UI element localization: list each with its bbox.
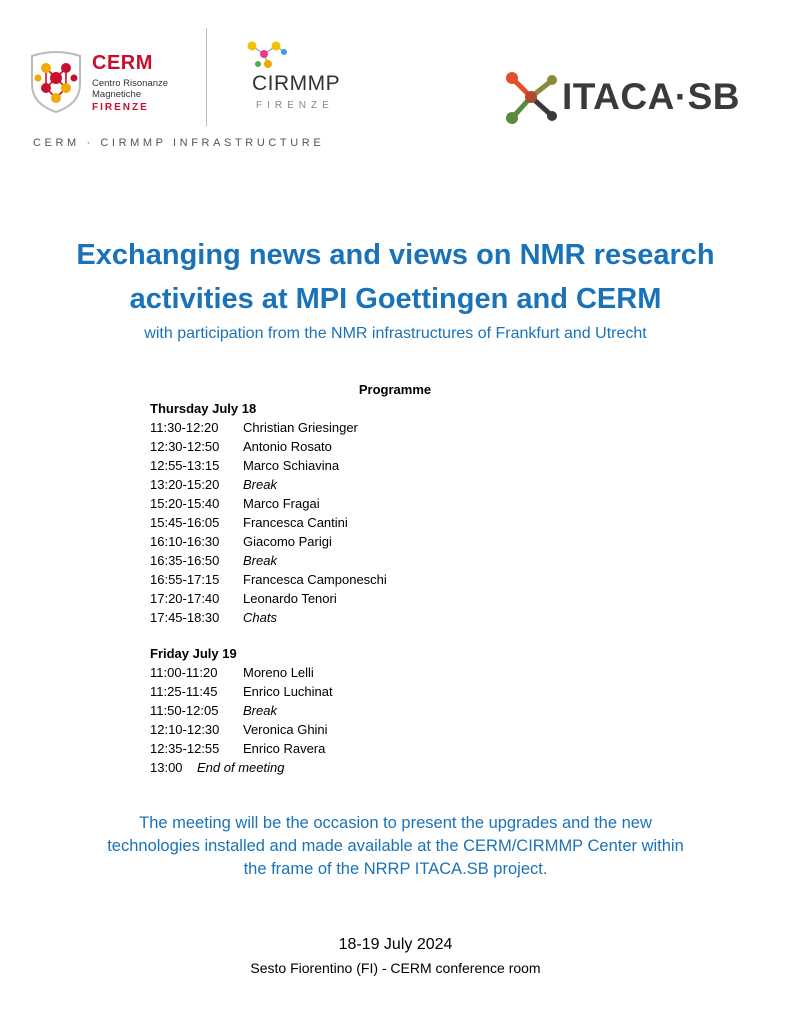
schedule-time: 17:45-18:30 (150, 610, 220, 625)
schedule-time: 11:00-11:20 (150, 665, 218, 680)
subtitle: with participation from the NMR infrastructures of Frankfurt and Utrecht (144, 325, 647, 342)
schedule-speaker: Enrico Ravera (243, 741, 326, 756)
cerm-shield-icon (28, 50, 84, 114)
itaca-sb-wordmark: ITACA·SB (562, 76, 741, 117)
schedule-time: 15:45-16:05 (150, 515, 220, 530)
cirmmp-logo (238, 38, 368, 118)
closing-statement (0, 812, 791, 881)
schedule-speaker: Veronica Ghini (243, 722, 328, 737)
schedule-speaker: Christian Griesinger (243, 420, 358, 435)
schedule-chats: Chats (243, 610, 277, 625)
schedule-time: 16:35-16:50 (150, 553, 220, 568)
schedule-speaker: Antonio Rosato (243, 439, 332, 454)
cerm-city: FIRENZE (92, 102, 149, 113)
schedule-time: 11:50-12:05 (150, 703, 219, 718)
closing-line3: the frame of the NRRP ITACA.SB project. (243, 860, 548, 878)
schedule-time: 16:10-16:30 (150, 534, 220, 549)
schedule-time: 12:30-12:50 (150, 439, 220, 454)
event-dates: 18-19 July 2024 (338, 936, 453, 953)
header-divider (206, 28, 207, 126)
schedule-break: Break (243, 477, 277, 492)
schedule-time: 17:20-17:40 (150, 591, 220, 606)
schedule-break: Break (243, 553, 277, 568)
cerm-subtitle-line1: Centro Risonanze (92, 78, 169, 89)
schedule-time: 13:20-15:20 (150, 477, 220, 492)
cirmmp-city: FIRENZE (256, 100, 334, 111)
title-line2: activities at MPI Goettingen and CERM (129, 283, 662, 315)
schedule-time: 15:20-15:40 (150, 496, 220, 511)
closing-line1: The meeting will be the occasion to present the upgrades and the new (139, 814, 652, 832)
schedule-time: 11:30-12:20 (150, 420, 219, 435)
schedule-speaker: Leonardo Tenori (243, 591, 337, 606)
title-line1: Exchanging news and views on NMR research (76, 239, 715, 271)
schedule-speaker: Francesca Cantini (243, 515, 348, 530)
itaca-molecule-icon (504, 70, 558, 126)
cerm-logo (28, 48, 200, 116)
day-label-thursday: Thursday July 18 (150, 401, 257, 416)
closing-line2: technologies installed and made available at the CERM/CIRMMP Center within (107, 837, 684, 855)
event-venue: Sesto Fiorentino (FI) - CERM conference room (250, 960, 541, 976)
schedule-time: 12:35-12:55 (150, 741, 220, 756)
schedule-end-label: End of meeting (197, 760, 285, 775)
schedule-end-time: 13:00 (150, 760, 183, 775)
programme-heading: Programme (358, 382, 432, 397)
infrastructure-caption: CERM · CIRMMP INFRASTRUCTURE (33, 137, 325, 149)
schedule-speaker: Francesca Camponeschi (243, 572, 387, 587)
schedule-speaker: Giacomo Parigi (243, 534, 332, 549)
itaca-sb-logo (504, 70, 749, 128)
schedule-time: 12:55-13:15 (150, 458, 220, 473)
cirmmp-name: CIRMMP (252, 72, 341, 95)
schedule-speaker: Moreno Lelli (243, 665, 314, 680)
cerm-subtitle-line2: Magnetiche (92, 89, 142, 100)
schedule-speaker: Enrico Luchinat (243, 684, 333, 699)
schedule-speaker: Marco Schiavina (243, 458, 340, 473)
cerm-name: CERM (92, 52, 153, 74)
schedule-break: Break (243, 703, 277, 718)
cirmmp-dots-icon (244, 38, 288, 70)
schedule-time: 11:25-11:45 (150, 684, 218, 699)
schedule-speaker: Marco Fragai (243, 496, 320, 511)
day-label-friday: Friday July 19 (150, 646, 237, 661)
schedule-time: 12:10-12:30 (150, 722, 220, 737)
schedule-time: 16:55-17:15 (150, 572, 220, 587)
